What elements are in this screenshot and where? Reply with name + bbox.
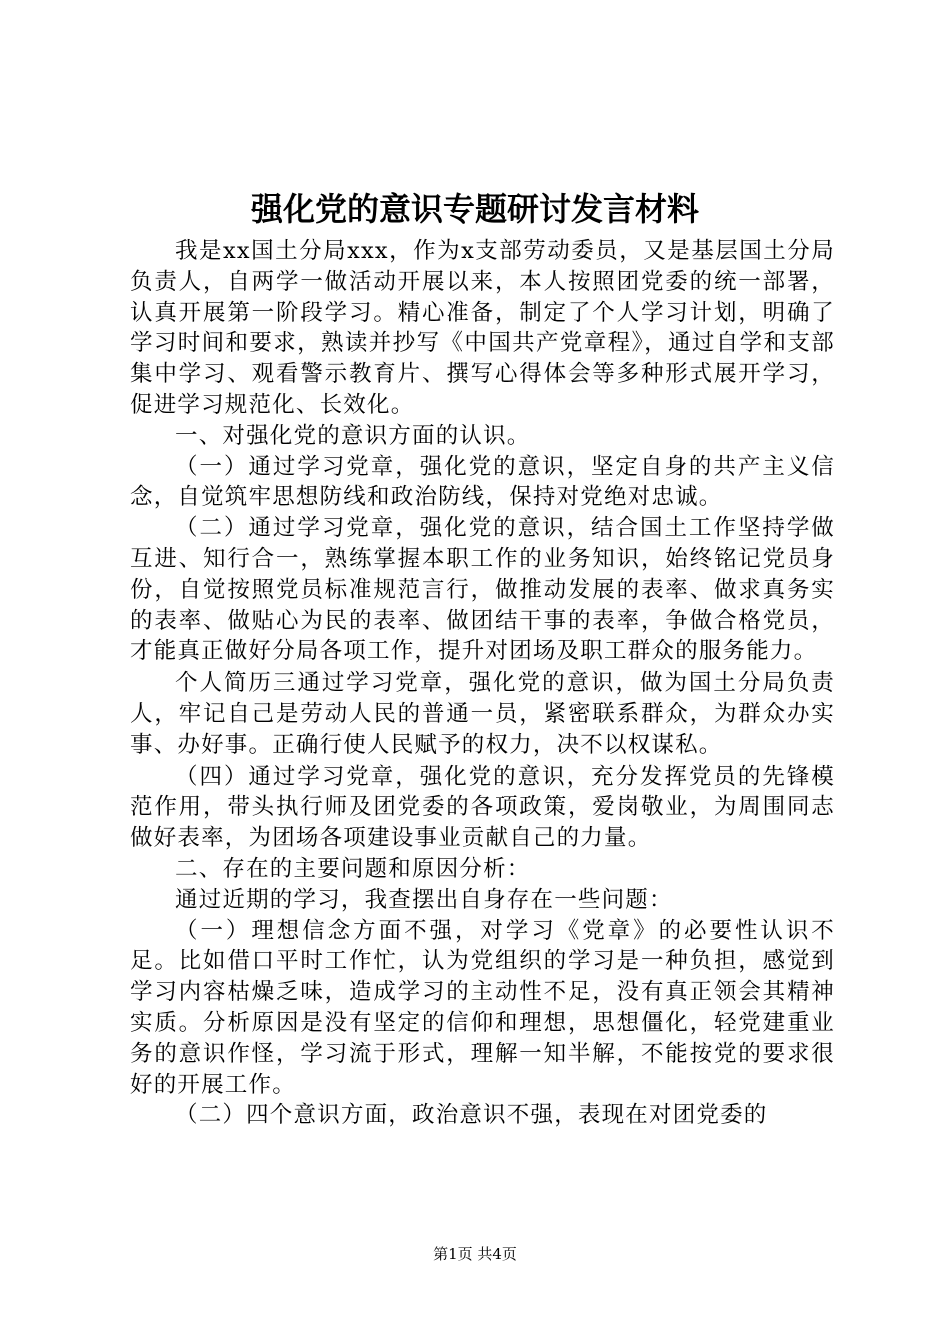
paragraph-problems-intro: 通过近期的学习，我查摆出自身存在一些问题： — [175, 886, 673, 913]
document-title: 强化党的意识专题研讨发言材料 — [250, 190, 699, 228]
section-heading-understanding: 一、对强化党的意识方面的认识。 — [175, 422, 531, 449]
paragraph-problem-1: （一）理想信念方面不强，对学习《党章》的必要性认识不足。比如借口平时工作忙，认为党组织的学习是一种负担，感觉到学习内容枯燥乏味，造成学习的主动性不足，没有真正领会其精神实质。分析原因是没有坚定的信仰和理想，思想僵化，轻党建重业务的意识作怪，学习流于形式，理解一知半解，不能按党的要求很好的开展工作。 — [130, 917, 835, 1098]
paragraph-point-2: （二）通过学习党章，强化党的意识，结合国土工作坚持学做互进、知行合一，熟练掌握本职工作的业务知识，始终铭记党员身份，自觉按照党员标准规范言行，做推动发展的表率、做求真务实的表率、做贴心为民的表率、做团结干事的表率，争做合格党员，才能真正做好分局各项工作，提升对团场及职工群众的服务能力。 — [130, 515, 835, 665]
paragraph-problem-2: （二）四个意识方面，政治意识不强，表现在对团党委的 — [175, 1102, 768, 1129]
paragraph-point-3: 个人简历三通过学习党章，强化党的意识，做为国土分局负责人，牢记自己是劳动人民的普通一员，紧密联系群众，为群众办实事、办好事。正确行使人民赋予的权力，决不以权谋私。 — [130, 670, 835, 758]
page-footer: 第1页 共4页 — [433, 1245, 517, 1263]
paragraph-point-4: （四）通过学习党章，强化党的意识，充分发挥党员的先锋模范作用，带头执行师及团党委的各项政策，爱岗敬业，为周围同志做好表率，为团场各项建设事业贡献自己的力量。 — [130, 763, 835, 852]
paragraph-point-1: （一）通过学习党章，强化党的意识，坚定自身的共产主义信念，自觉筑牢思想防线和政治防线，保持对党绝对忠诚。 — [130, 453, 835, 511]
section-heading-problems: 二、存在的主要问题和原因分析： — [175, 855, 531, 882]
paragraph-intro: 我是xx国土分局xxx，作为x支部劳动委员，又是基层国土分局负责人，自两学一做活动开展以来，本人按照团党委的统一部署，认真开展第一阶段学习。精心准备，制定了个人学习计划，明确了学习时间和要求，熟读并抄写《中国共产党章程》，通过自学和支部集中学习、观看警示教育片、撰写心得体会等多种形式展开学习，促进学习规范化、长效化。 — [130, 238, 835, 418]
document-body — [130, 236, 835, 1131]
